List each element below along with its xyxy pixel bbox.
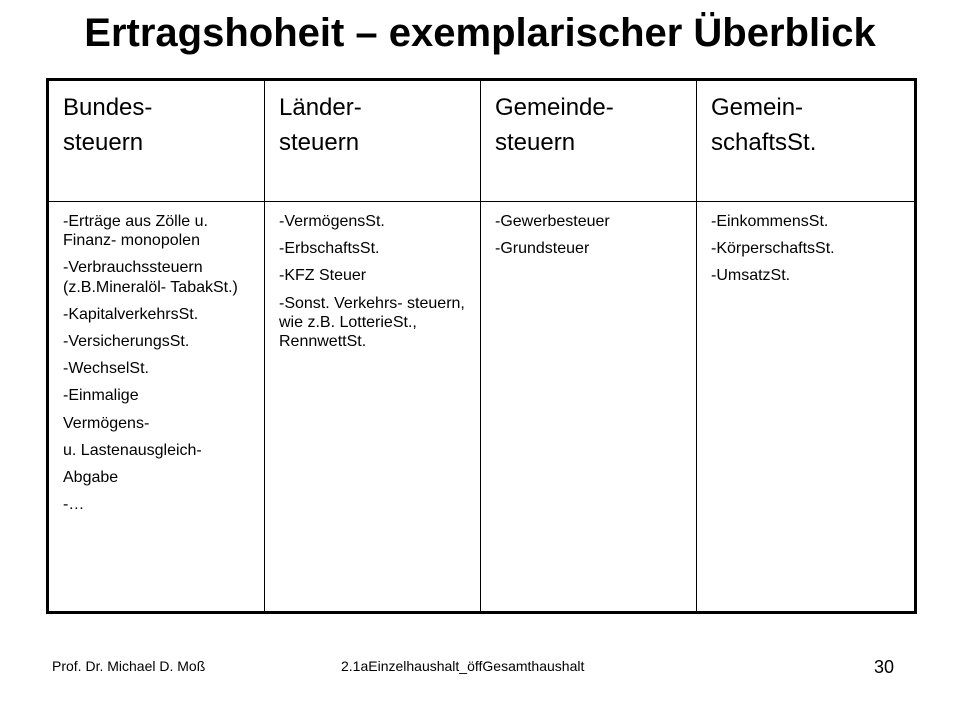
header-gemeindesteuern bbox=[481, 80, 697, 202]
header-bundessteuern bbox=[48, 80, 265, 202]
list-item: -Verbrauchssteuern (z.B.Mineralöl- TabakSt.) bbox=[63, 259, 238, 296]
list-item: -KFZ Steuer bbox=[279, 267, 367, 285]
list-item: -VersicherungsSt. bbox=[63, 332, 190, 350]
header-gemeinschaftssteuern bbox=[697, 80, 916, 202]
list-item: u. Lastenausgleich- bbox=[63, 441, 202, 459]
list-item: -EinkommensSt. bbox=[711, 213, 829, 230]
header-line: steuern bbox=[495, 128, 576, 156]
cell-bundessteuern bbox=[48, 202, 265, 613]
header-line: Gemeinde- bbox=[495, 94, 614, 121]
list-item: -Grundsteuer bbox=[495, 240, 590, 258]
list-item: -… bbox=[63, 496, 85, 514]
header-laendersteuern bbox=[265, 80, 481, 202]
list-item: -Erträge aus Zölle u. Finanz- monopolen bbox=[63, 213, 208, 250]
cell-laendersteuern bbox=[265, 202, 481, 613]
list-item: Vermögens- bbox=[63, 414, 150, 432]
footer-author: Prof. Dr. Michael D. Moß bbox=[52, 658, 206, 674]
list-item: -Gewerbesteuer bbox=[495, 213, 610, 230]
list-item: Abgabe bbox=[63, 468, 119, 486]
slide-title: Ertragshoheit – exemplarischer Überblick bbox=[84, 11, 876, 55]
header-line: Gemein- bbox=[711, 94, 804, 121]
header-line: schaftsSt. bbox=[711, 128, 817, 156]
cell-gemeinschaftssteuern bbox=[697, 202, 916, 613]
cell-gemeindesteuern bbox=[481, 202, 697, 613]
header-line: steuern bbox=[279, 128, 360, 156]
header-line: steuern bbox=[63, 128, 144, 156]
header-line: Länder- bbox=[279, 94, 362, 121]
table-body-row bbox=[48, 202, 916, 613]
table-header-row bbox=[48, 80, 916, 202]
tax-revenue-table bbox=[46, 78, 917, 614]
list-item: -VermögensSt. bbox=[279, 213, 385, 230]
list-item: -ErbschaftsSt. bbox=[279, 240, 380, 258]
list-item: -Einmalige bbox=[63, 387, 139, 405]
list-item: -KörperschaftsSt. bbox=[711, 240, 835, 258]
footer-filename: 2.1aEinzelhaushalt_öffGesamthaushalt bbox=[341, 658, 585, 674]
header-line: Bundes- bbox=[63, 94, 153, 121]
page-number: 30 bbox=[874, 657, 895, 677]
list-item: -Sonst. Verkehrs- steuern, wie z.B. LotterieSt., RennwettSt. bbox=[279, 294, 465, 350]
list-item: -WechselSt. bbox=[63, 360, 149, 378]
list-item: -UmsatzSt. bbox=[711, 267, 791, 285]
list-item: -KapitalverkehrsSt. bbox=[63, 305, 199, 323]
